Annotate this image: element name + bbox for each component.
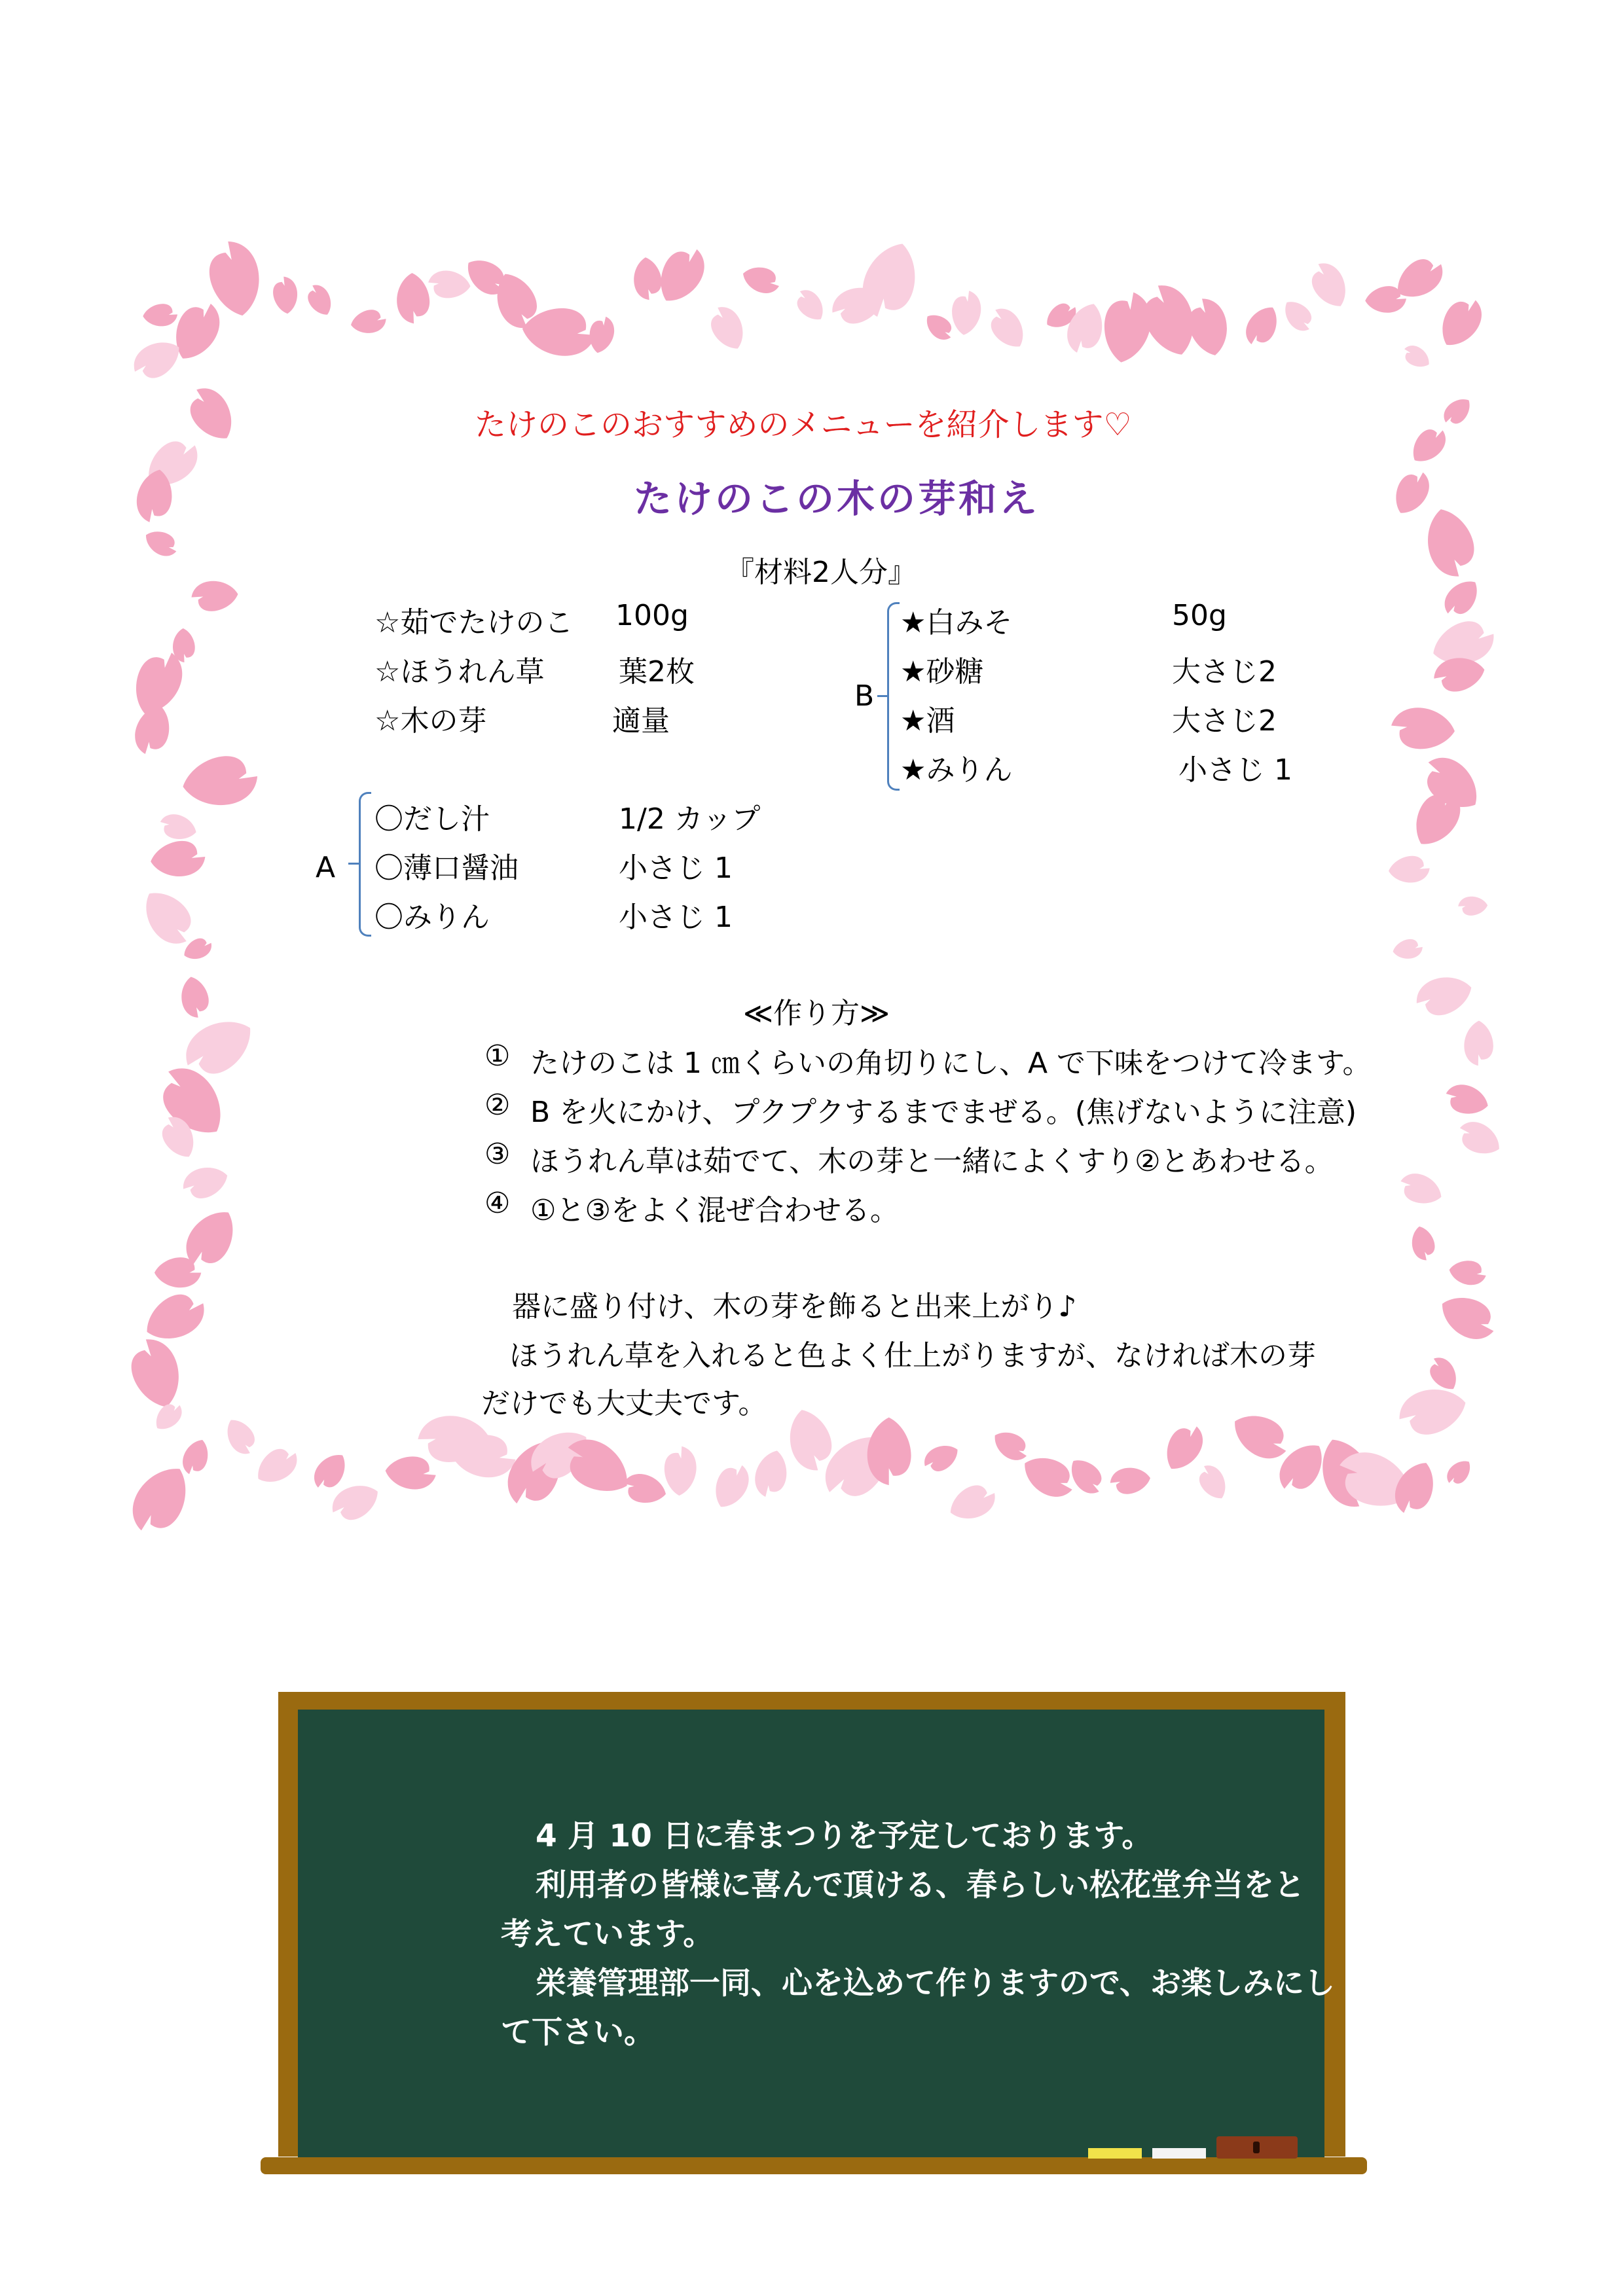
petal-icon bbox=[1448, 1258, 1488, 1287]
petal-icon bbox=[1442, 1081, 1492, 1120]
petal-icon bbox=[272, 276, 300, 315]
group-b-bracket bbox=[887, 602, 900, 791]
petal-icon bbox=[1391, 937, 1424, 961]
ingredient-amount: 小さじ 1 bbox=[619, 852, 733, 885]
yellow-chalk bbox=[1088, 2148, 1142, 2159]
petal-icon bbox=[1399, 341, 1434, 372]
step-text: たけのこは 1 ㎝くらいの角切りにし、A で下味をつけて冷ます。 bbox=[530, 1047, 1372, 1080]
ingredient-amount: 小さじ 1 bbox=[619, 901, 733, 934]
petal-icon bbox=[1226, 1405, 1296, 1467]
petal-icon bbox=[1396, 1168, 1446, 1210]
ingredient-name: 〇みりん bbox=[374, 901, 490, 934]
group-b-label: B bbox=[854, 679, 875, 713]
recipe-title: たけのこの木の芽和え bbox=[634, 476, 1040, 521]
note-text: だけでも大丈夫です。 bbox=[481, 1387, 767, 1420]
step-number: ① bbox=[484, 1039, 511, 1073]
petal-icon bbox=[308, 1448, 353, 1496]
petal-icon bbox=[920, 1439, 963, 1477]
petal-icon bbox=[1194, 1460, 1232, 1504]
step-number: ④ bbox=[484, 1187, 511, 1220]
petal-icon bbox=[1431, 654, 1487, 695]
petal-icon bbox=[989, 1425, 1034, 1466]
petal-icon bbox=[949, 289, 983, 337]
petal-icon bbox=[1389, 250, 1450, 307]
ingredient-amount: 葉2枚 bbox=[619, 655, 695, 689]
ingredient-amount: 適量 bbox=[612, 704, 670, 738]
petal-icon bbox=[1432, 291, 1489, 354]
petal-icon bbox=[867, 1418, 911, 1485]
eraser-handle bbox=[1253, 2142, 1260, 2153]
petal-icon bbox=[178, 1436, 213, 1479]
petal-icon bbox=[1239, 300, 1285, 351]
petal-icon bbox=[632, 256, 663, 301]
petal-icon bbox=[1405, 421, 1452, 469]
ingredient-name: ☆ほうれん草 bbox=[374, 655, 545, 689]
petal-icon bbox=[1442, 1456, 1476, 1490]
petal-icon bbox=[1424, 1352, 1463, 1395]
petal-icon bbox=[1412, 970, 1476, 1021]
petal-icon bbox=[157, 810, 200, 844]
petal-icon bbox=[1408, 1224, 1437, 1263]
group-a-bracket bbox=[359, 792, 371, 937]
note-text: ほうれん草を入れると色よく仕上がりますが、なければ木の芽 bbox=[509, 1339, 1316, 1372]
petal-icon bbox=[620, 1470, 669, 1508]
petal-icon bbox=[585, 314, 617, 356]
ingredient-name: 〇薄口醤油 bbox=[374, 852, 519, 885]
petal-icon bbox=[1098, 288, 1156, 366]
petal-icon bbox=[384, 1454, 437, 1492]
step-text: B を火にかけ、プクプクするまでまぜる。(焦げないように注意) bbox=[530, 1096, 1357, 1129]
petal-icon bbox=[124, 1333, 188, 1414]
petal-icon bbox=[1419, 503, 1481, 582]
petal-icon bbox=[1438, 573, 1486, 622]
step-text: ほうれん草は茹でて、木の芽と一緒によくすり②とあわせる。 bbox=[530, 1145, 1334, 1178]
petal-icon bbox=[178, 975, 211, 1020]
ingredient-amount: 1/2 カップ bbox=[619, 802, 761, 836]
petal-icon bbox=[1434, 1287, 1503, 1347]
announcement-line: 利用者の皆様に喜んで頂ける、春らしい松花堂弁当をと bbox=[536, 1867, 1305, 1903]
petal-icon bbox=[1158, 1418, 1211, 1477]
group-a-bracket-tick bbox=[348, 863, 359, 865]
petal-icon bbox=[1453, 1115, 1506, 1162]
announcement-line: 4 月 10 日に春まつりを予定しております。 bbox=[536, 1818, 1153, 1854]
ingredient-amount: 大さじ2 bbox=[1172, 704, 1277, 738]
step-number: ② bbox=[484, 1088, 511, 1122]
petal-icon bbox=[141, 525, 181, 561]
note-text: 器に盛り付け、木の芽を飾ると出来上がり♪ bbox=[512, 1290, 1077, 1323]
intro-text: たけのこのおすすめのメニューを紹介します♡ bbox=[475, 406, 1132, 443]
petal-icon bbox=[221, 1414, 261, 1459]
petal-icon bbox=[303, 281, 337, 319]
petal-icon bbox=[130, 701, 176, 759]
announcement-line: 栄養管理部一同、心を込めて作りますので、お楽しみにし bbox=[536, 1965, 1336, 2001]
group-b-bracket-tick bbox=[877, 695, 888, 697]
petal-icon bbox=[1304, 257, 1354, 314]
petal-icon bbox=[1395, 1382, 1471, 1441]
petal-icon bbox=[1278, 295, 1318, 336]
petal-icon bbox=[180, 934, 215, 964]
announcement-line: て下さい。 bbox=[501, 2015, 655, 2051]
ingredient-name: ★砂糖 bbox=[900, 655, 984, 689]
ingredient-amount: 50g bbox=[1172, 599, 1227, 632]
petal-icon bbox=[1389, 706, 1456, 752]
ingredient-amount: 大さじ2 bbox=[1172, 655, 1277, 689]
blackboard-ledge bbox=[261, 2157, 1367, 2174]
white-chalk bbox=[1152, 2148, 1206, 2159]
petal-icon bbox=[181, 380, 242, 448]
ingredient-amount: 100g bbox=[615, 599, 689, 632]
petal-icon bbox=[142, 303, 177, 327]
method-heading: ≪作り方≫ bbox=[743, 997, 890, 1030]
petal-icon bbox=[1064, 1452, 1109, 1499]
petal-icon bbox=[1439, 393, 1476, 430]
petal-icon bbox=[1464, 1020, 1494, 1066]
petal-icon bbox=[149, 839, 207, 879]
group-a-label: A bbox=[316, 851, 336, 884]
petal-icon bbox=[191, 579, 239, 613]
blackboard bbox=[298, 1710, 1324, 2159]
petal-icon bbox=[1387, 465, 1436, 520]
petal-icon bbox=[427, 269, 471, 300]
ingredient-name: ★白みそ bbox=[900, 606, 1013, 639]
ingredients-heading: 『材料2人分』 bbox=[725, 556, 917, 589]
petal-icon bbox=[751, 1447, 792, 1501]
petal-icon bbox=[739, 262, 783, 297]
petal-icon bbox=[1388, 855, 1431, 884]
petal-icon bbox=[349, 308, 388, 336]
petal-icon bbox=[707, 1458, 755, 1513]
petal-icon bbox=[396, 272, 431, 324]
petal-icon bbox=[704, 301, 751, 355]
ingredient-name: ☆木の芽 bbox=[374, 704, 487, 738]
petal-icon bbox=[179, 752, 261, 810]
petal-icon bbox=[1108, 1465, 1152, 1496]
petal-icon bbox=[250, 1441, 304, 1490]
step-text: ①と③をよく混ぜ合わせる。 bbox=[530, 1194, 899, 1227]
petal-icon bbox=[983, 302, 1032, 355]
petal-icon bbox=[1458, 896, 1488, 916]
petal-icon bbox=[944, 1479, 1001, 1526]
announcement-line: 考えています。 bbox=[501, 1916, 714, 1952]
petal-icon bbox=[1184, 295, 1233, 359]
ingredient-name: 〇だし汁 bbox=[374, 802, 490, 836]
ingredient-name: ★酒 bbox=[900, 704, 955, 738]
ingredient-name: ☆茹でたけのこ bbox=[374, 606, 574, 639]
petal-icon bbox=[663, 1445, 698, 1496]
ingredient-amount: 小さじ 1 bbox=[1178, 753, 1292, 787]
ingredient-name: ★みりん bbox=[900, 753, 1013, 787]
petal-icon bbox=[179, 1162, 231, 1204]
step-number: ③ bbox=[484, 1138, 511, 1171]
petal-icon bbox=[791, 285, 830, 326]
